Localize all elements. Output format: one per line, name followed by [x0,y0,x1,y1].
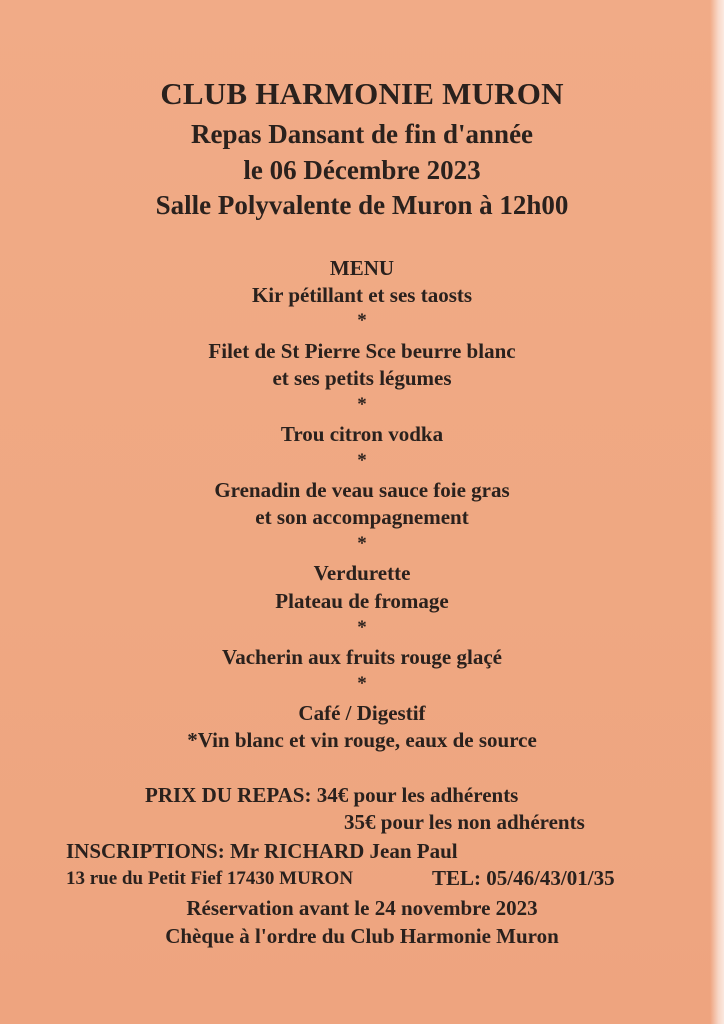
menu-drinks: *Vin blanc et vin rouge, eaux de source [187,728,537,752]
registration-contact: INSCRIPTIONS: Mr RICHARD Jean Paul [66,839,458,863]
reservation-deadline: Réservation avant le 24 novembre 2023 [186,896,538,920]
menu-separator: * [357,673,367,694]
club-name: CLUB HARMONIE MURON [160,76,564,111]
menu-separator: * [357,450,367,471]
menu-course-2-line-2: et ses petits légumes [272,366,452,390]
menu-course-1: Kir pétillant et ses taosts [251,283,473,307]
menu-course-3: Trou citron vodka [280,422,444,446]
menu-separator: * [357,617,367,638]
menu-separator: * [357,310,367,331]
event-title: Repas Dansant de fin d'année [190,119,534,149]
event-date: le 06 Décembre 2023 [243,155,481,185]
menu-course-2-line-1: Filet de St Pierre Sce beurre blanc [208,339,516,363]
registration-phone: TEL: 05/46/43/01/35 [432,866,615,890]
event-venue: Salle Polyvalente de Muron à 12h00 [155,190,569,220]
menu-course-6: Vacherin aux fruits rouge glaçé [222,645,502,669]
menu-course-4-line-2: et son accompagnement [255,505,469,529]
menu-course-5-line-1: Verdurette [313,561,411,585]
menu-course-4-line-1: Grenadin de veau sauce foie gras [214,478,510,502]
registration-address: 13 rue du Petit Fief 17430 MURON [66,868,354,889]
menu-separator: * [357,533,367,554]
price-members: PRIX DU REPAS: 34€ pour les adhérents [145,783,519,807]
cheque-instructions: Chèque à l'ordre du Club Harmonie Muron [165,924,559,948]
menu-separator: * [357,394,367,415]
price-non-members: 35€ pour les non adhérents [344,810,585,834]
menu-title: MENU [329,256,395,280]
menu-course-5-line-2: Plateau de fromage [275,589,449,613]
menu-course-7: Café / Digestif [298,701,426,725]
